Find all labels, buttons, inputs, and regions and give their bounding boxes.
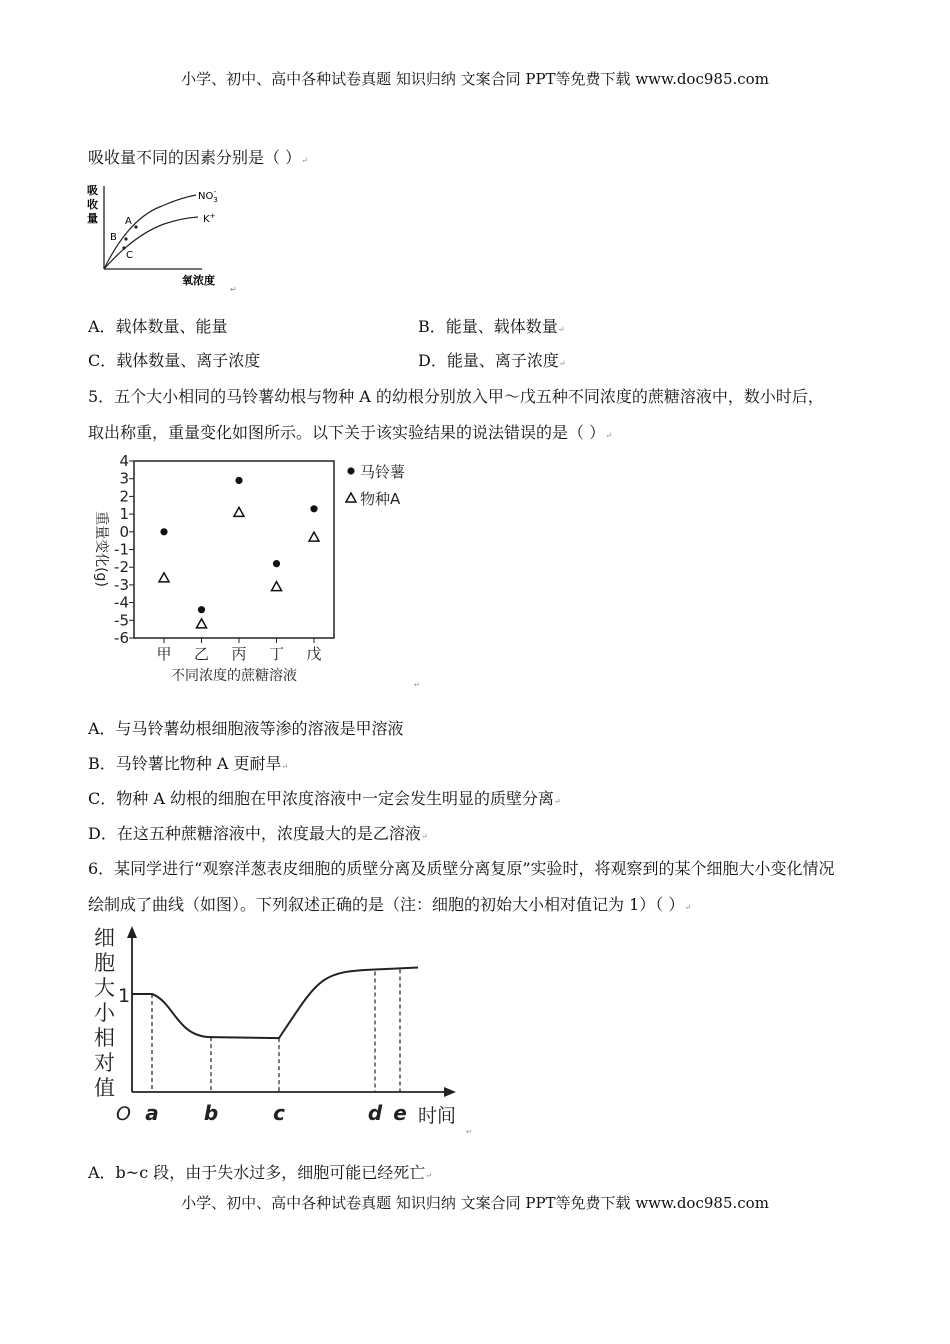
y-axis-label-char: 相 [94,1026,115,1050]
time-mark-label: c [273,1101,285,1125]
y-label-char: 收 [87,198,98,211]
time-mark-label: b [203,1101,219,1125]
y-axis-label-char: 值 [94,1076,115,1100]
species-a-point [309,532,319,541]
q5-option-a: A．与马铃薯幼根细胞液等渗的溶液是甲溶液 [88,719,404,738]
legend-potato-marker [347,467,354,474]
point-b-label: B [110,232,117,243]
q4-option-d: D．能量、离子浓度↵ [418,351,566,370]
potato-point [273,560,280,567]
time-mark-label: a [145,1101,159,1125]
no3-curve [104,195,196,269]
y-tick-label: 1 [119,505,129,524]
y-tick-label: -3 [114,575,129,594]
q6-option-a: A．b~c 段，由于失水过多，细胞可能已经死亡↵ [88,1163,432,1182]
x-category-label: 乙 [193,645,210,663]
q5-stem-line2: 取出称重，重量变化如图所示。以下关于该实验结果的说法错误的是（ ）↵ [88,423,612,442]
x-axis-arrow [444,1087,456,1097]
absorption-figure [84,180,244,292]
point-c-label: C [126,250,133,261]
y-axis-label-char: 胞 [94,951,115,975]
q6-stem-line1: 6．某同学进行“观察洋葱表皮细胞的质壁分离及质壁分离复原”实验时，将观察到的某个细胞大小变化情况 [88,859,835,878]
y-tick-label: 2 [119,487,129,506]
y-label-char: 量 [87,212,98,225]
y-tick-label: -5 [114,611,129,630]
species-a-point [159,573,169,582]
y-label-char: 吸 [87,184,98,197]
species-a-point [197,619,207,628]
para-mark: ↵ [414,681,420,688]
cell-size-chart [88,922,478,1136]
y-axis-arrow [127,926,137,938]
q5-option-c: C．物种 A 幼根的细胞在甲浓度溶液中一定会发生明显的质壁分离↵ [88,789,561,808]
y-axis-label-char: 小 [94,1001,115,1025]
potato-point [310,505,317,512]
potato-point [198,606,205,613]
y-tick-label: -6 [114,629,129,647]
y-tick-label: 3 [119,469,129,488]
q4-option-b: B．能量、载体数量↵ [418,317,565,336]
y-tick-label: 4 [119,452,129,470]
y-tick-label: -1 [114,540,129,559]
legend-species-a-marker [346,493,356,502]
point-a-dot [134,225,137,228]
species-a-point [272,582,282,591]
para-mark: ↵ [466,1128,472,1136]
potato-point [235,477,242,484]
point-a-label: A [125,216,132,227]
potato-point [160,528,167,535]
weight-change-chart [84,452,424,688]
x-category-label: 丁 [268,645,285,663]
q4-stem: 吸收量不同的因素分别是（ ）↵ [88,148,308,167]
y-axis-label-char: 大 [94,976,115,1000]
time-mark-label: d [367,1101,383,1125]
origin-label: O [116,1103,131,1125]
species-a-point [234,507,244,516]
y-axis-label-char: 对 [94,1051,115,1075]
x-category-label: 甲 [156,645,172,663]
k-curve [104,217,198,269]
page-header: 小学、初中、高中各种试卷真题 知识归纳 文案合同 PPT等免费下载 www.doc985.com [181,70,769,88]
x-category-label: 丙 [231,645,247,663]
y-axis-label-char: 细 [94,926,115,950]
legend-species-a-label: 物种A [360,490,401,508]
para-mark: ↵ [230,285,237,292]
q4-option-c: C．载体数量、离子浓度 [88,351,261,370]
page-footer: 小学、初中、高中各种试卷真题 知识归纳 文案合同 PPT等免费下载 www.doc985.com [181,1194,769,1212]
x-axis-label: 时间 [418,1105,457,1127]
y-tick-label: -4 [114,593,129,612]
x-label: 氧浓度 [182,274,215,287]
legend-potato-label: 马铃薯 [360,463,406,481]
time-mark-label: e [393,1101,407,1125]
q6-stem-line2: 绘制成了曲线（如图）。下列叙述正确的是（注：细胞的初始大小相对值记为 1）（ ）↵ [88,895,692,914]
x-category-label: 戊 [306,645,322,663]
q5-stem-line1: 5．五个大小相同的马铃薯幼根与物种 A 的幼根分别放入甲～戊五种不同浓度的蔗糖溶液中，数小时后， [88,387,824,406]
k-label: K+ [203,212,216,225]
q5-option-b: B．马铃薯比物种 A 更耐旱↵ [88,754,289,773]
x-axis-label: 不同浓度的蔗糖溶液 [171,668,297,684]
q5-option-d: D．在这五种蔗糖溶液中，浓度最大的是乙溶液↵ [88,824,428,843]
point-b-dot [124,237,127,240]
y-tick-label: -2 [114,558,129,577]
y-tick-label: 1 [118,985,131,1007]
y-axis-label: 重量变化(g) [93,511,109,587]
y-tick-label: 0 [119,522,129,541]
no3-label: $NO_3-$ [198,188,218,204]
plot-frame [134,461,334,638]
q4-option-a: A．载体数量、能量 [88,317,228,336]
